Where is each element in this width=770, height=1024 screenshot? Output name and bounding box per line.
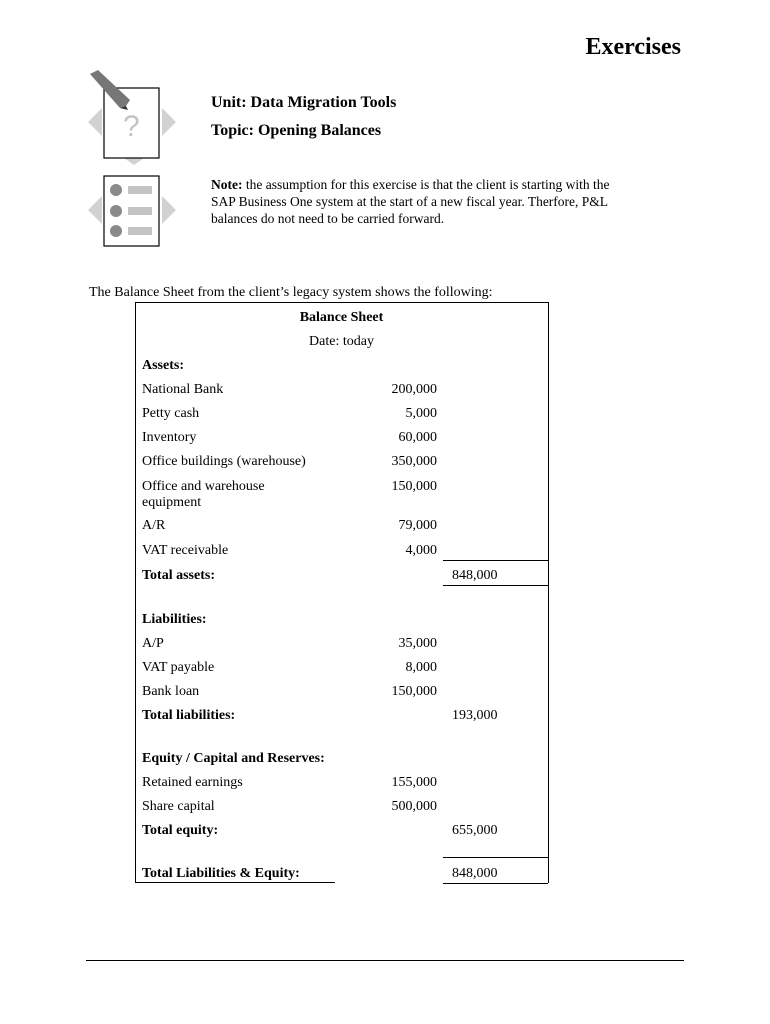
note-label: Note: xyxy=(211,177,243,192)
row-label: Total liabilities: xyxy=(142,708,236,723)
equity-heading: Equity / Capital and Reserves: xyxy=(142,751,325,766)
row-label: Share capital xyxy=(142,799,215,814)
row-label: Office and warehouse equipment xyxy=(142,479,265,510)
total-liabilities-row xyxy=(142,708,542,728)
row-label: Office buildings (warehouse) xyxy=(142,454,306,469)
row-label: Total assets: xyxy=(142,568,215,583)
topic-heading: Topic: Opening Balances xyxy=(211,122,382,139)
liabilities-heading: Liabilities: xyxy=(142,612,207,627)
page-title: Exercises xyxy=(585,34,681,60)
grand-total-rule xyxy=(443,857,548,858)
table-row xyxy=(142,430,542,450)
note-text: the assumption for this exercise is that the client is starting with the SAP Business One system at the start of a new fiscal year. Therfore, P&L balances do not need to be carried forward. xyxy=(211,177,610,226)
row-label: A/P xyxy=(142,636,164,651)
table-row xyxy=(142,660,542,680)
unit-heading: Unit: Data Migration Tools xyxy=(211,94,397,111)
intro-text: The Balance Sheet from the client’s legacy system shows the following: xyxy=(89,285,493,300)
row-total: 655,000 xyxy=(452,823,498,838)
row-amount: 150,000 xyxy=(391,684,437,699)
table-row xyxy=(142,479,542,510)
row-label: Retained earnings xyxy=(142,775,243,790)
row-amount: 4,000 xyxy=(405,543,437,558)
table-row xyxy=(142,406,542,426)
svg-text:?: ? xyxy=(123,110,140,143)
row-label: VAT payable xyxy=(142,660,215,675)
row-total: 848,000 xyxy=(452,568,498,583)
row-amount: 8,000 xyxy=(405,660,437,675)
total-equity-row xyxy=(142,823,542,843)
table-row xyxy=(142,454,542,474)
footer-divider xyxy=(86,960,684,961)
row-label: Inventory xyxy=(142,430,197,445)
row-label: Bank loan xyxy=(142,684,200,699)
table-row xyxy=(142,382,542,402)
table-row xyxy=(142,799,542,819)
row-label: Total Liabilities & Equity: xyxy=(142,866,300,881)
row-amount: 150,000 xyxy=(391,479,437,494)
row-amount: 5,000 xyxy=(405,406,437,421)
row-amount: 350,000 xyxy=(391,454,437,469)
subtotal-rule xyxy=(443,560,548,561)
row-amount: 35,000 xyxy=(398,636,437,651)
row-amount: 500,000 xyxy=(391,799,437,814)
checklist-icon xyxy=(86,168,181,253)
row-label: Total equity: xyxy=(142,823,219,838)
exercise-question-icon xyxy=(86,70,181,165)
row-label: A/R xyxy=(142,518,166,533)
balance-sheet-title: Balance Sheet xyxy=(299,310,384,325)
row-total: 193,000 xyxy=(452,708,498,723)
table-bottom-rule xyxy=(135,882,335,883)
row-label: National Bank xyxy=(142,382,224,397)
row-label: Petty cash xyxy=(142,406,200,421)
table-row xyxy=(142,684,542,704)
row-total: 848,000 xyxy=(452,866,498,881)
row-amount: 155,000 xyxy=(391,775,437,790)
total-rule xyxy=(443,585,548,586)
note-paragraph xyxy=(211,176,631,227)
row-amount: 60,000 xyxy=(398,430,437,445)
table-row xyxy=(142,518,542,538)
row-amount: 79,000 xyxy=(398,518,437,533)
row-amount: 200,000 xyxy=(391,382,437,397)
table-row xyxy=(142,775,542,795)
grand-total-underline xyxy=(443,883,548,884)
table-row xyxy=(142,636,542,656)
balance-sheet-date: Date: today xyxy=(309,334,374,349)
assets-heading: Assets: xyxy=(142,358,184,373)
row-label: VAT receivable xyxy=(142,543,229,558)
